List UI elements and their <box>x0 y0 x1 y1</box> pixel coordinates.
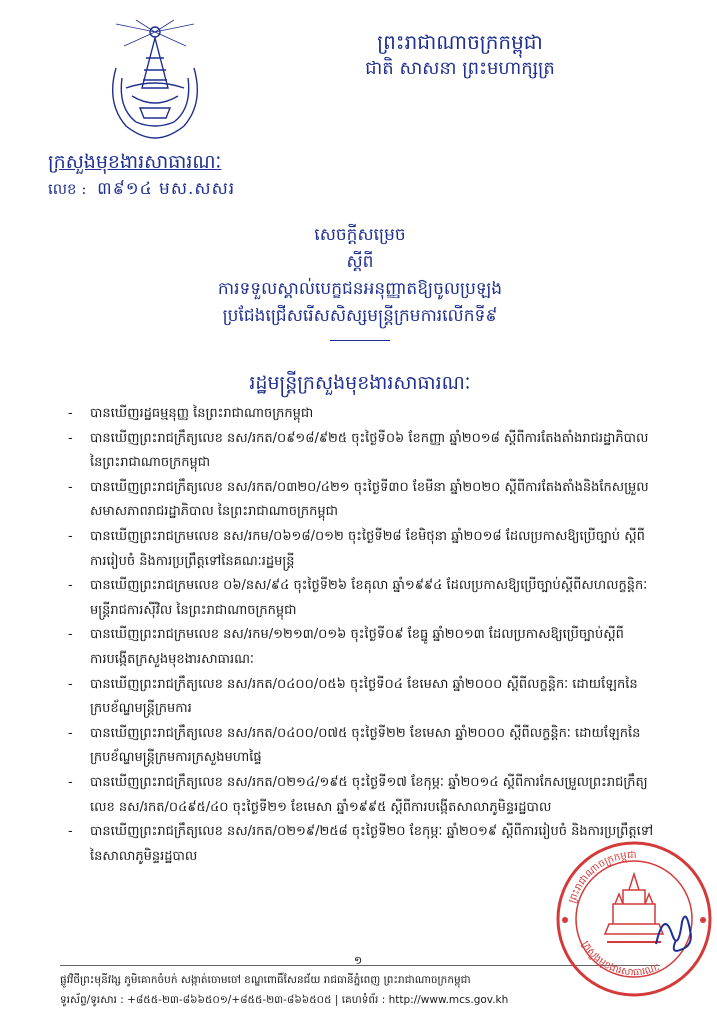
national-motto: ជាតិ សាសនា ព្រះមហាក្សត្រ <box>365 58 555 79</box>
list-item-continuation: សមាសភាពរាជរដ្ឋាភិបាល នៃព្រះរាជាណាចក្រកម្ពុជា <box>90 504 339 520</box>
legal-basis-list <box>68 402 668 869</box>
list-item: - បានឃើញព្រះរាជក្រមលេខ ០៦/នស/៩៤ ចុះថ្ងៃទី២៦ ខែតុលា ឆ្នាំ១៩៩៤ ដែលប្រកាសឱ្យប្រើច្បាប់ស្តីពីសហលក្ខន្តិកៈ <box>68 574 668 599</box>
title-line-1: សេចក្តីសម្រេច <box>314 225 406 245</box>
minister-heading: រដ្ឋមន្ត្រីក្រសួងមុខងារសាធារណៈ <box>249 372 471 394</box>
list-item: - បានឃើញព្រះរាជក្រឹត្យលេខ នស/រកត/០៣២០/៤២១ ចុះថ្ងៃទី៣០ ខែមីនា ឆ្នាំ២០២០ ស្តីពីការតែងតាំងនិងកែសម្រួល <box>68 476 668 501</box>
title-divider <box>330 340 390 341</box>
document-title <box>120 222 600 330</box>
list-item-continuation: ការបង្កើតក្រសួងមុខងារសាធារណៈ <box>90 651 254 667</box>
page-number: ១ <box>353 954 363 967</box>
footer-contact: ទូរស័ព្ទ/ទូរសារ : +៨៥៥-២៣-៨៦៦៥០១/+៨៥៥-២៣-៨៦៦៥០៥ | គេហទំព័រ : http://www.mcs.gov.kh <box>60 994 509 1006</box>
stamp-bottom-text: ក្រសួងមុខងារសាធារណៈ <box>579 939 662 979</box>
list-item: - បានឃើញរដ្ឋធម្មនុញ្ញ នៃព្រះរាជាណាចក្រកម្ពុជា <box>68 402 668 427</box>
list-item: - បានឃើញព្រះរាជក្រឹត្យលេខ នស/រកត/០២១៩/២៥៨ ចុះថ្ងៃទី២០ ខែកុម្ភៈ ឆ្នាំ២០១៩ ស្តីពីការរៀបចំ និងការប្រព្រឹត្តទៅ <box>68 820 668 845</box>
reference-number <box>48 178 235 200</box>
list-item: - បានឃើញព្រះរាជក្រឹត្យលេខ នស/រកត/០៩១៨/៩២៥ ចុះថ្ងៃទី០៦ ខែកញ្ញា ឆ្នាំ២០១៨ ស្តីពីការតែងតាំងរាជរដ្ឋាភិបាល <box>68 427 668 452</box>
title-line-4: ប្រជែងជ្រើសរើសសិស្សមន្ត្រីក្រមការលើកទី៩ <box>222 306 498 326</box>
royal-coat-of-arms-emblem <box>96 18 214 146</box>
list-item-continuation: លេខ នស/រកត/០៤៩៥/៤០ ចុះថ្ងៃទី២១ ខែមេសា ឆ្នាំ១៩៩៥ ស្តីពីការបង្កើតសាលាភូមិន្ទរដ្ឋបាល <box>90 799 552 815</box>
footer-address: ផ្លូវវិថីព្រះមុនីវង្ស ភូមិគោកចំបក់ សង្កាត់ចោមចៅ ខណ្ឌពោធិ៍សែនជ័យ រាជធានីភ្នំពេញ ព្រះរាជាណាចក្រកម្ពុជា <box>60 974 471 986</box>
svg-text:ព្រះរាជាណាចក្រកម្ពុជា <box>567 850 637 905</box>
title-line-2: ស្តីពី <box>346 252 374 272</box>
reference-value: ៣៩១៤ មស.សសរ <box>97 179 236 199</box>
ministry-name: ក្រសួងមុខងារសាធារណៈ <box>48 151 222 173</box>
handwritten-signature <box>650 900 700 960</box>
list-item: - បានឃើញព្រះរាជក្រឹត្យលេខ នស/រកត/០៤០០/០៥៦ ចុះថ្ងៃទី០៤ ខែមេសា ឆ្នាំ២០០០ ស្តីពីលក្ខន្តិកៈ ដោយឡែកនៃ <box>68 673 668 698</box>
reference-label: លេខ : <box>48 180 87 198</box>
list-item: - បានឃើញព្រះរាជក្រឹត្យលេខ នស/រកត/០២១៤/១៩៥ ចុះថ្ងៃទី១៧ ខែកុម្ភៈ ឆ្នាំ២០១៤ ស្តីពីការកែសម្រួលព្រះរាជក្រឹត្យ <box>68 771 668 796</box>
list-item-continuation: នៃសាលាភូមិន្ទរដ្ឋបាល <box>90 848 198 864</box>
list-item-continuation: ការរៀបចំ និងការប្រព្រឹត្តទៅនៃគណៈរដ្ឋមន្ត្រី <box>90 553 295 569</box>
list-item-continuation: មន្ត្រីរាជការស៊ីវិល នៃព្រះរាជាណាចក្រកម្ពុជា <box>90 602 297 618</box>
title-line-3: ការទទួលស្គាល់បេក្ខជនអនុញ្ញាតឱ្យចូលប្រឡង <box>217 279 503 299</box>
stamp-top-text: ព្រះរាជាណាចក្រកម្ពុជា <box>567 849 637 905</box>
list-item-continuation: នៃព្រះរាជាណាចក្រកម្ពុជា <box>90 455 211 471</box>
list-item-continuation: ក្របខ័ណ្ឌមន្ត្រីក្រមការ <box>90 701 192 717</box>
kingdom-motto-heading <box>300 28 620 82</box>
list-item: - បានឃើញព្រះរាជក្រមលេខ នស/រកម/១២១៣/០១៦ ចុះថ្ងៃទី០៩ ខែធ្នូ ឆ្នាំ២០១៣ ដែលប្រកាសឱ្យប្រើច្បាប់ស្តីពី <box>68 623 668 648</box>
list-item: - បានឃើញព្រះរាជក្រឹត្យលេខ នស/រកត/០៤០០/០៧៥ ចុះថ្ងៃទី២២ ខែមេសា ឆ្នាំ២០០០ ស្តីពីលក្ខន្តិកៈ ដោយឡែកនៃ <box>68 722 668 747</box>
list-item: - បានឃើញព្រះរាជក្រមលេខ នស/រកម/០៦១៨/០១២ ចុះថ្ងៃទី២៨ ខែមិថុនា ឆ្នាំ២០១៨ ដែលប្រកាសឱ្យប្រើច្បាប់ ស្តីពី <box>68 525 668 550</box>
kingdom-name: ព្រះរាជាណាចក្រកម្ពុជា <box>377 30 543 54</box>
list-item-continuation: ក្របខ័ណ្ឌមន្ត្រីក្រមការក្រសួងមហាផ្ទៃ <box>90 750 262 766</box>
